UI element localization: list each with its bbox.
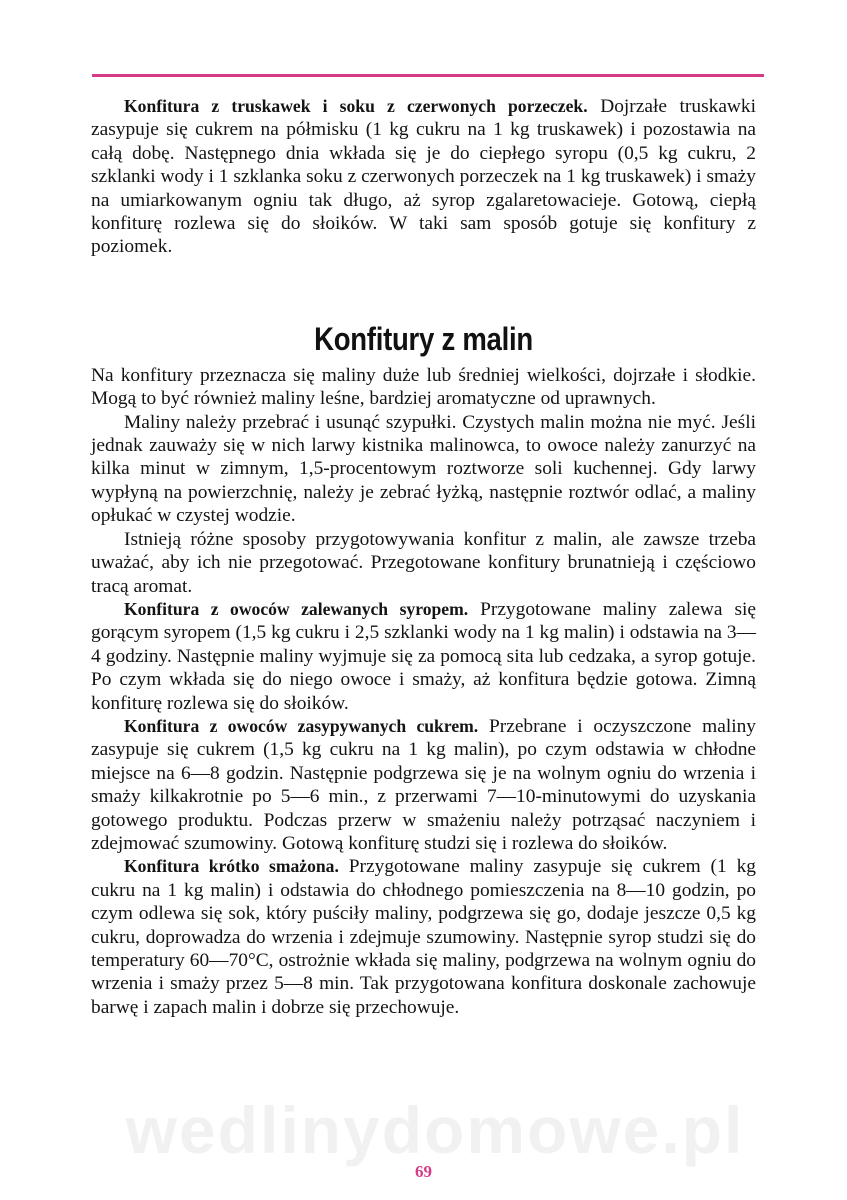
intro-paragraph: Na konfitury przeznacza się maliny duże lub średniej wielkości, dojrzałe i słodkie. Mogą to być również maliny leśne, bardziej aromatyczne od uprawnych. [91,364,756,410]
recipe-title: Konfitura krótko smażona. [124,856,339,877]
methods-paragraph: Istnieją różne sposoby przygotowywania konfitur z malin, ale zawsze trzeba uważać, aby ich nie przegotować. Przegotowane konfitury brunatnieją i częściowo tracą aromat. [91,528,756,597]
section-heading: Konfitury z malin [314,320,533,357]
recipe-title: Konfitura z owoców zalewanych syropem. [124,598,469,619]
recipe-syrup [91,598,756,715]
recipe-text: Przygotowane maliny zalewa się gorącym syropem (1,5 kg cukru i 2,5 szklanki wody na 1 kg malin) i odstawia na 3—4 godziny. Następnie maliny wyjmuje się za pomocą sita lub cedzaka, a syrop gotuje. Po czym wkłada się do niego owoce i smaży, aż konfitura będzie gotowa. Zimną konfiturę rozlewa się do słoików. [91,598,756,714]
recipe-sugar-coated [91,715,756,855]
recipe-title: Konfitura z truskawek i soku z czerwonych porzeczek. [124,96,588,116]
page-number: 69 [415,1162,432,1181]
recipe-text: Dojrzałe truskawki zasypuje się cukrem na półmisku (1 kg cukru na 1 kg truskawek) i pozostawia na całą dobę. Następnego dnia wkłada się je do ciepłego syropu (0,5 kg cukru, 2 szklanki wody i 1 szklanka soku z czerwonych porzeczek na 1 kg truskawek) i smaży na umiarkowanym ogniu tak długo, aż syrop zgalaretowacieje. Gotową, ciepłą konfiturę rozlewa się do słoików. W taki sam sposób gotuje się konfitury z poziomek. [91,96,757,258]
recipe-text: Przygotowane maliny zasypuje się cukrem (1 kg cukru na 1 kg malin) i odstawia do chłodnego pomieszczenia na 8—10 godzin, po czym odlewa się sok, który puściły maliny, podgrzewa się go, dodaje jeszcze 0,5 kg cukru, doprowadza do wrzenia i zdejmuje szumowiny. Następnie syrop studzi się do temperatury 60—70°C, ostrożnie wkłada się maliny, podgrzewa na wolnym ogniu do wrzenia i smaży przez 5—8 min. Tak przygotowana konfitura doskonale zachowuje barwę i zapach malin i dobrze się przechowuje. [91,856,756,1018]
watermark: wedlinydomowe.pl [125,1093,745,1167]
recipe-title: Konfitura z owoców zasypywanych cukrem. [124,715,479,736]
page-content [91,95,756,1019]
recipe-text: Przebrane i oczyszczone maliny zasypuje się cukrem (1,5 kg cukru na 1 kg malin), po czym odstawia w chłodne miejsce na 6—8 godzin. Następnie podgrzewa się je na wolnym ogniu do wrzenia i smaży kilkakrotnie po 5—6 min., z przerwami 7—10-minutowymi do uzyskania gotowego produktu. Podczas przerw w smażeniu należy potrząsać naczyniem i zdejmować szumowiny. Gotową konfiturę studzi się i rozlewa do słoików. [91,715,756,854]
recipe-short-fried [91,855,756,1019]
top-decorative-rule [92,74,764,77]
preparation-paragraph: Maliny należy przebrać i usunąć szypułki. Czystych malin można nie myć. Jeśli jednak zauważy się w nich larwy kistnika malinowca, to owoce należy zanurzyć na kilka minut w zimnym, 1,5-procentowym roztworze soli kuchennej. Gdy larwy wypłyną na powierzchnię, należy je zebrać łyżką, następnie roztwór odlać, a maliny opłukać w czystej wodzie. [91,411,756,527]
recipe-strawberry-currant [91,95,756,259]
